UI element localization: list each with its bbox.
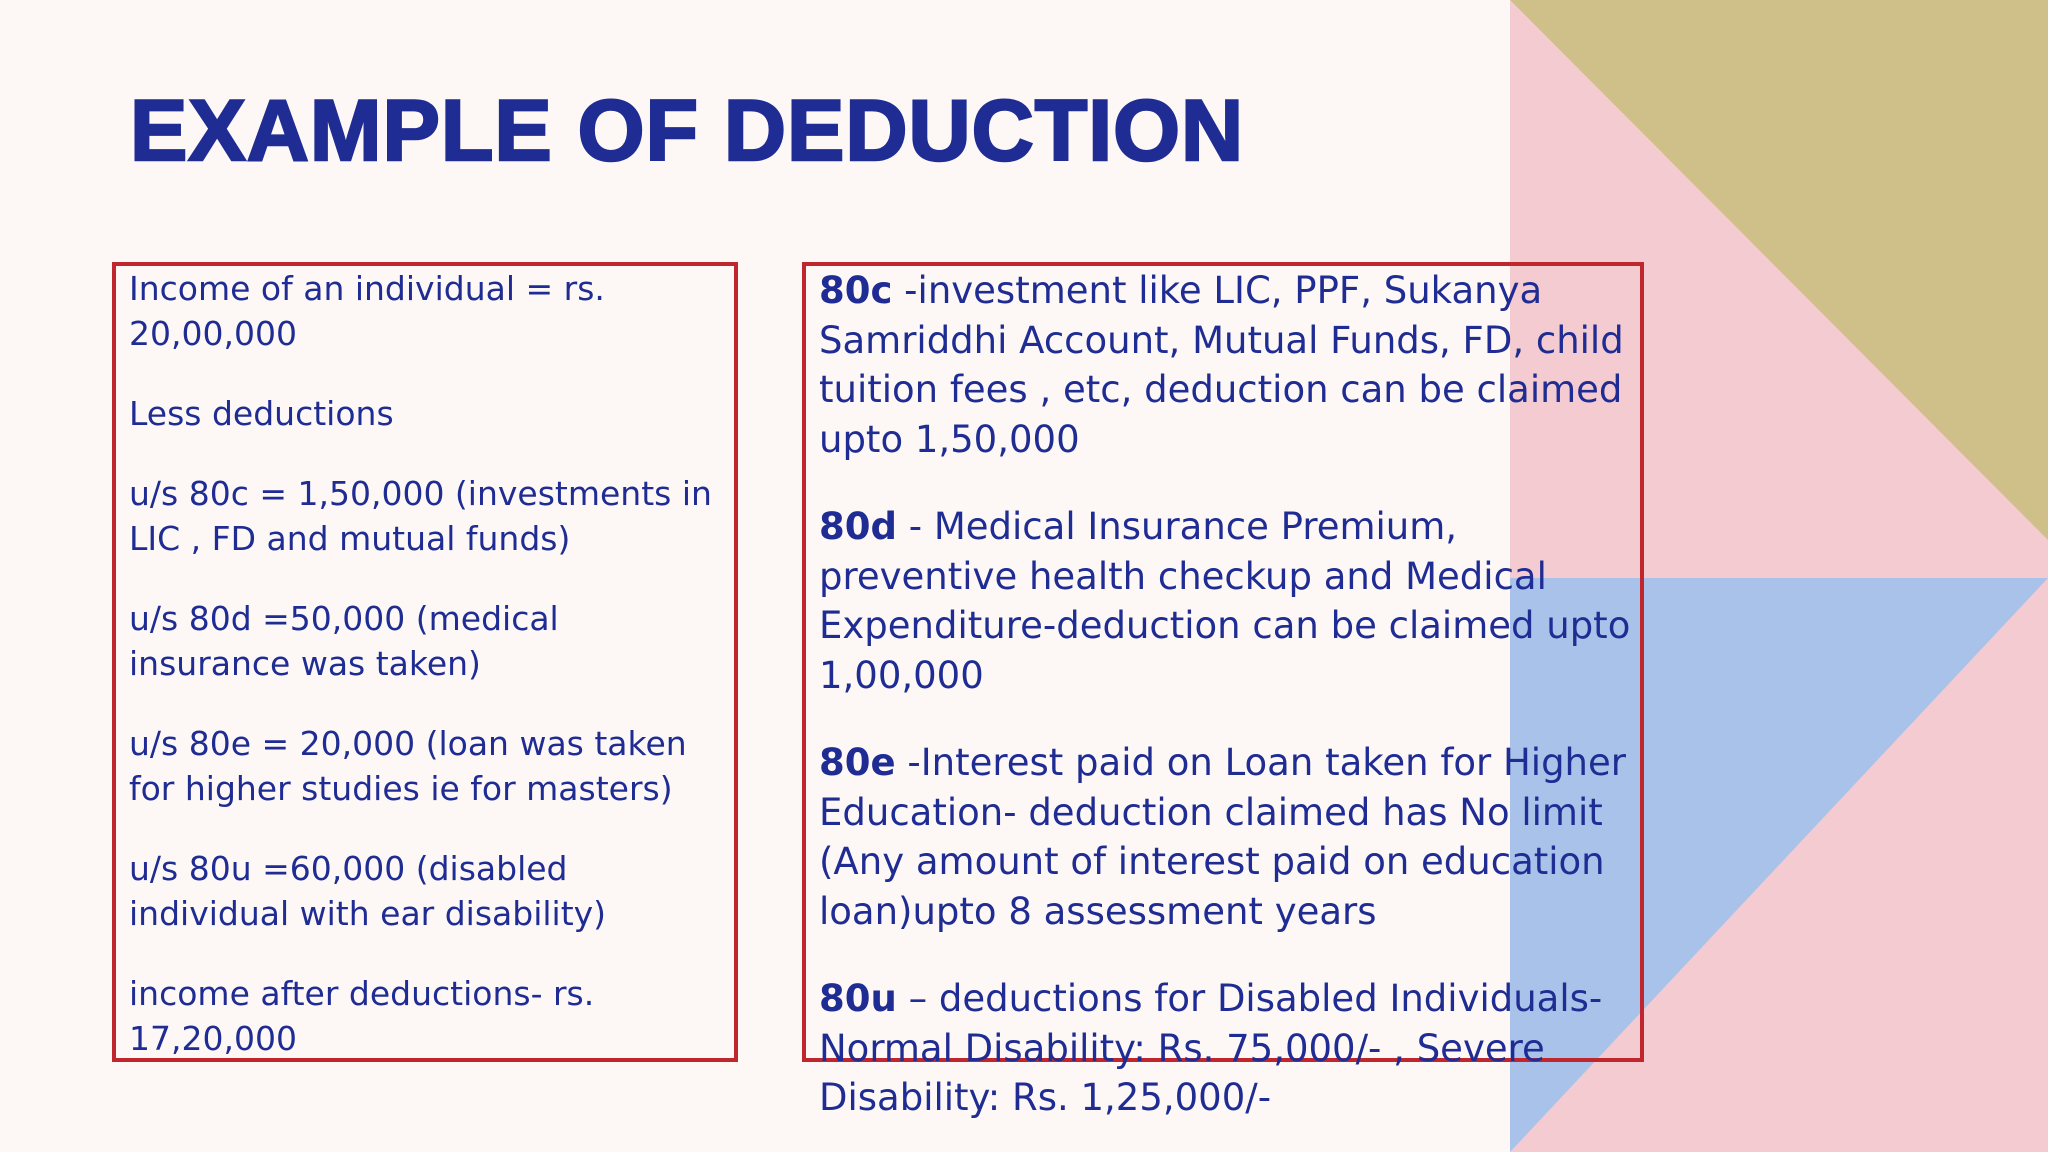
deduction-sections xyxy=(819,266,1639,1152)
deduction-80d-line: u/s 80d =50,000 (medical insurance was taken) xyxy=(129,599,559,683)
section-description: -Interest paid on Loan taken for Higher Education- deduction claimed has No limit (Any amount of interest paid on education loan)upto 8 assessment years xyxy=(819,741,1626,933)
section-80c xyxy=(819,266,1639,464)
section-80u xyxy=(819,974,1639,1123)
deduction-80e-line: u/s 80e = 20,000 (loan was taken for higher studies ie for masters) xyxy=(129,724,687,808)
section-term: 80u xyxy=(819,977,897,1020)
deduction-80c-line: u/s 80c = 1,50,000 (investments in LIC , FD and mutual funds) xyxy=(129,474,712,558)
section-term: 80c xyxy=(819,269,893,312)
slide-title: EXAMPLE OF DEDUCTION xyxy=(130,83,1245,179)
income-after-deductions-line: income after deductions- rs. 17,20,000 xyxy=(129,974,595,1058)
section-80e xyxy=(819,738,1639,936)
section-term: 80e xyxy=(819,741,896,784)
section-description: – deductions for Disabled Individuals- Normal Disability: Rs. 75,000/- , Severe Disability: Rs. 1,25,000/- xyxy=(819,977,1603,1119)
section-description: -investment like LIC, PPF, Sukanya Samriddhi Account, Mutual Funds, FD, child tuition fees , etc, deduction can be claimed upto 1,50,000 xyxy=(819,269,1624,461)
section-term: 80d xyxy=(819,505,897,548)
less-deductions-line: Less deductions xyxy=(129,394,394,433)
section-80d xyxy=(819,502,1639,700)
section-description: - Medical Insurance Premium, preventive health checkup and Medical Expenditure-deduction can be claimed upto 1,00,000 xyxy=(819,505,1631,697)
deduction-80u-line: u/s 80u =60,000 (disabled individual with ear disability) xyxy=(129,849,607,933)
calculation-example xyxy=(129,266,729,1096)
income-line: Income of an individual = rs. 20,00,000 xyxy=(129,269,605,353)
